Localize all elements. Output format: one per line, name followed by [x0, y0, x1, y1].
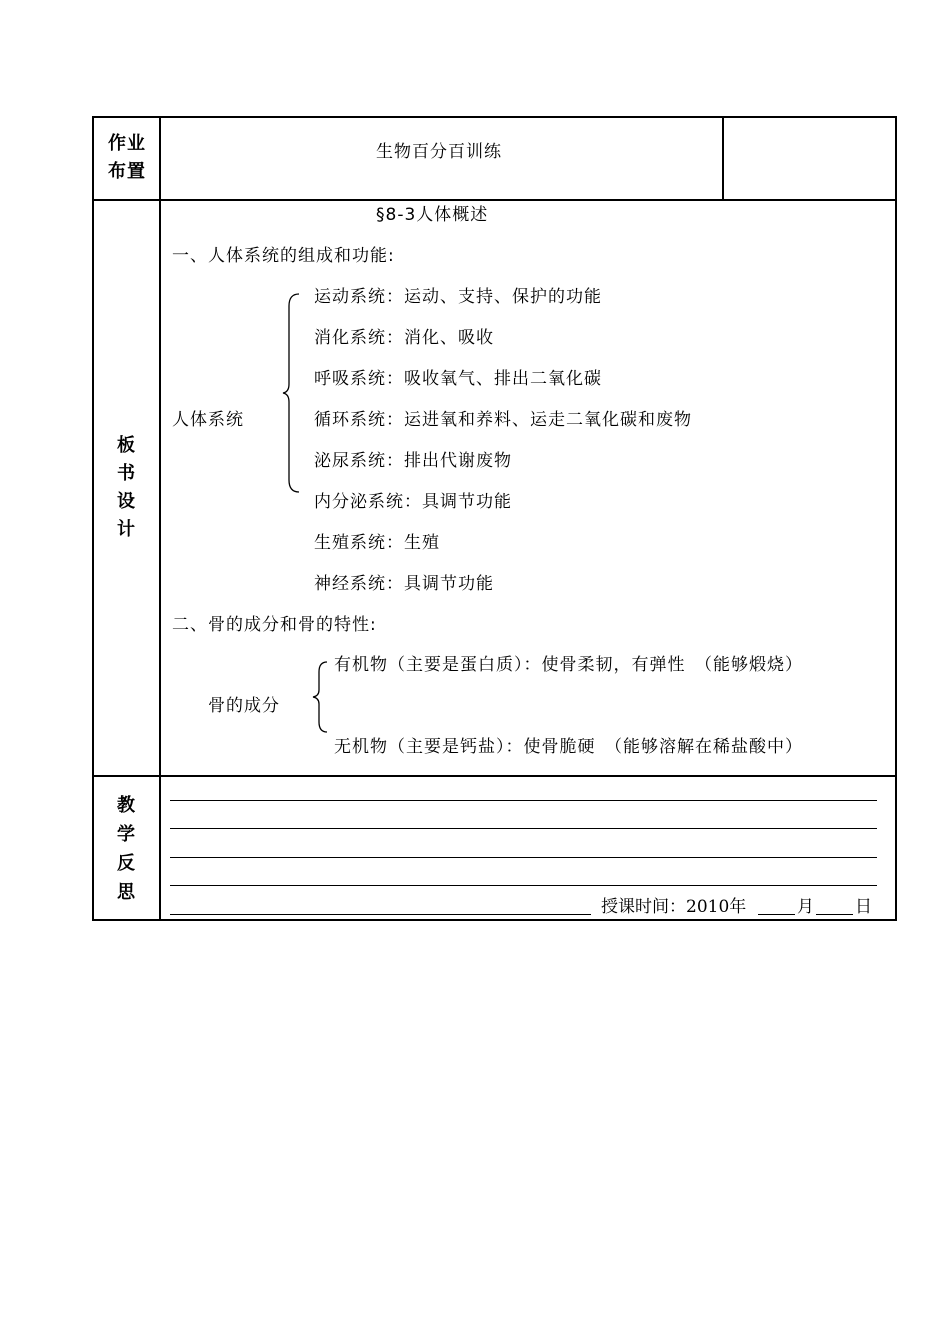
table-border-left: [92, 116, 94, 921]
bone-organic-item: 有机物（主要是蛋白质）：使骨柔韧，有弹性 （能够煅烧）: [334, 655, 803, 675]
lesson-time-label: 授课时间：2010年: [601, 897, 747, 917]
board-title: §8-3人体概述: [376, 205, 489, 225]
board-label-char-1: 板: [117, 435, 136, 456]
label-column-divider: [159, 116, 161, 921]
group-label-body-systems: 人体系统: [172, 410, 244, 430]
reflection-writing-line-short: [170, 914, 591, 915]
reflection-label-char-1: 教: [117, 795, 136, 816]
board-label-char-2: 书: [117, 463, 136, 484]
month-blank: [758, 914, 795, 915]
section-heading-1: 一、人体系统的组成和功能:: [172, 246, 395, 266]
system-item: 消化系统：消化、吸收: [314, 328, 494, 348]
day-label: 日: [855, 897, 872, 917]
system-item: 运动系统：运动、支持、保护的功能: [314, 287, 602, 307]
reflection-label-char-3: 反: [117, 853, 136, 874]
table-border-top: [92, 116, 897, 118]
system-item: 呼吸系统：吸收氧气、排出二氧化碳: [314, 369, 602, 389]
board-label-char-3: 设: [117, 491, 136, 512]
reflection-writing-line: [170, 800, 877, 801]
system-item: 生殖系统：生殖: [314, 533, 440, 553]
system-item: 循环系统：运进氧和养料、运走二氧化碳和废物: [314, 410, 692, 430]
reflection-label-char-2: 学: [117, 824, 136, 845]
bone-inorganic-item: 无机物（主要是钙盐）：使骨脆硬 （能够溶解在稀盐酸中）: [334, 737, 803, 757]
month-label: 月: [797, 897, 814, 917]
reflection-writing-line: [170, 885, 877, 886]
homework-content: 生物百分百训练: [376, 142, 502, 162]
systems-brace: [283, 292, 303, 494]
homework-label-line2: 布置: [108, 161, 146, 182]
row-divider-2: [92, 775, 897, 777]
day-blank: [816, 914, 853, 915]
table-border-right: [895, 116, 897, 921]
reflection-writing-line: [170, 857, 877, 858]
reflection-writing-line: [170, 828, 877, 829]
row-divider-1: [92, 199, 897, 201]
homework-label-line1: 作业: [108, 133, 146, 154]
system-item: 泌尿系统：排出代谢废物: [314, 451, 512, 471]
table-border-bottom: [92, 919, 897, 921]
homework-extra-divider: [722, 116, 724, 200]
section-heading-2: 二、骨的成分和骨的特性:: [172, 615, 377, 635]
reflection-label-char-4: 思: [117, 882, 136, 903]
system-item: 神经系统：具调节功能: [314, 574, 494, 594]
system-item: 内分泌系统：具调节功能: [314, 492, 512, 512]
board-label-char-4: 计: [117, 519, 136, 540]
bone-brace: [313, 660, 331, 734]
bone-composition-label: 骨的成分: [208, 696, 280, 716]
